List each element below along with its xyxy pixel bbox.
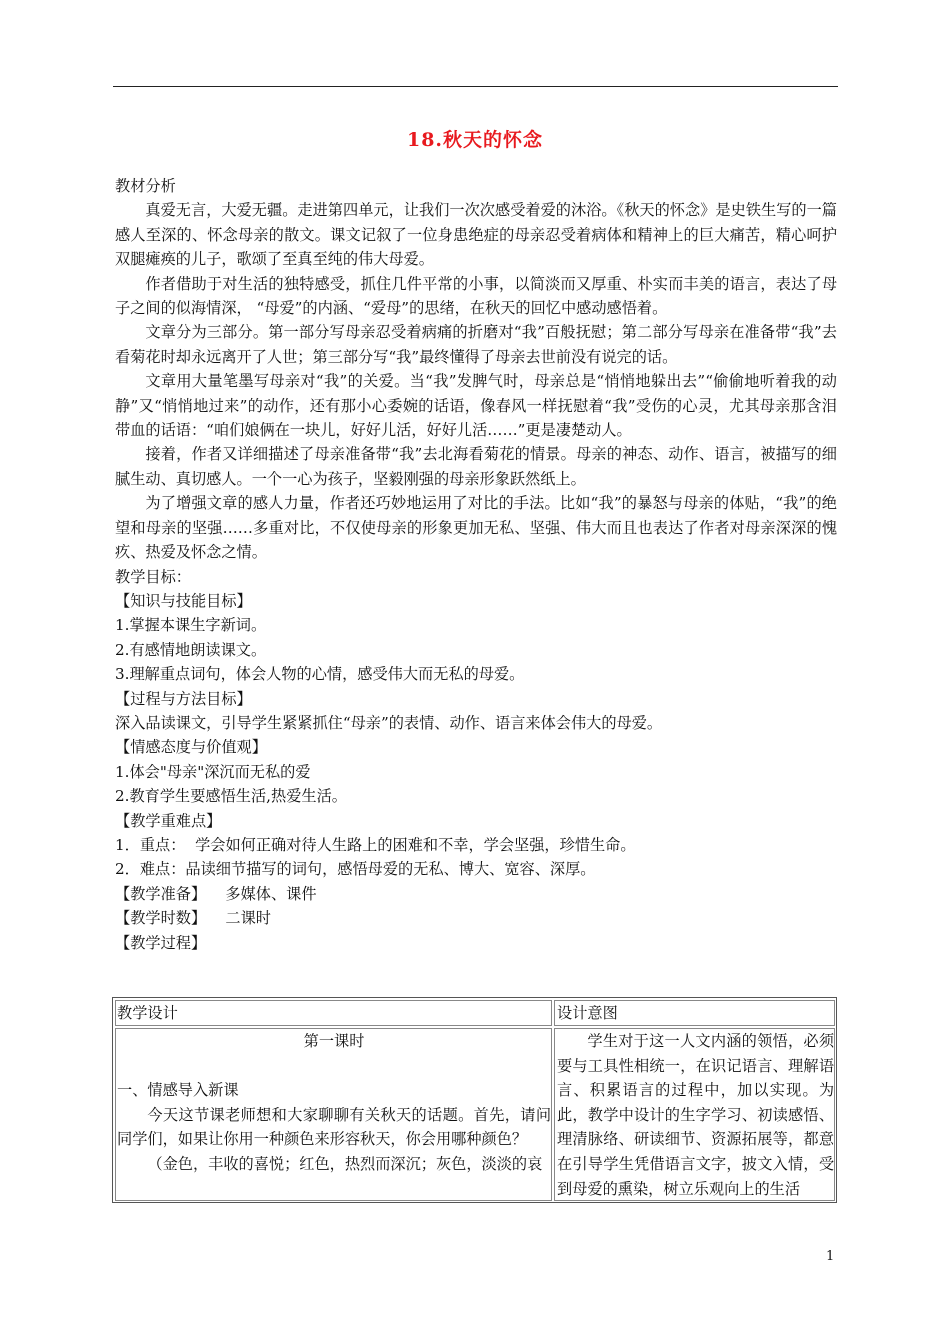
key-item: 2．难点：品读细节描写的词句，感悟母爱的无私、博大、宽容、深厚。	[115, 860, 596, 879]
emotion-header: 【情感态度与价值观】	[115, 738, 267, 757]
document-body	[115, 174, 837, 955]
prep-line: 【教学准备】 多媒体、课件	[115, 884, 317, 903]
lesson-label: 第一课时	[303, 1032, 365, 1050]
table-header-intent: 设计意图	[554, 1000, 835, 1026]
analysis-paragraph: 为了增强文章的感人力量，作者还巧妙地运用了对比的手法。比如“我”的暴怒与母亲的体贴，“我”的绝望和母亲的坚强……多重对比，不仅使母亲的形象更加无私、坚强、伟大而且也表达了作者对母亲深深的愧疚、热爱及怀念之情。	[115, 494, 837, 562]
emotion-item: 1.体会"母亲"深沉而无私的爱	[115, 762, 311, 781]
step-title: 一、情感导入新课	[117, 1081, 239, 1100]
knowledge-item: 3.理解重点词句，体会人物的心情，感受伟大而无私的母爱。	[115, 665, 525, 684]
analysis-paragraph: 接着，作者又详细描述了母亲准备带“我”去北海看菊花的情景。母亲的神态、动作、语言，被描写的细腻生动、真切感人。一个一心为孩子，坚毅刚强的母亲形象跃然纸上。	[115, 445, 837, 488]
knowledge-header: 【知识与技能目标】	[115, 591, 252, 610]
analysis-paragraph: 作者借助于对生活的独特感受，抓住几件平常的小事，以简淡而又厚重、朴实而丰美的语言，表达了母子之间的似海情深， “母爱”的内涵、“爱母”的思绪，在秋天的回忆中感动感悟着。	[115, 274, 837, 318]
key-item: 1．重点： 学会如何正确对待人生路上的困难和不幸，学会坚强，珍惜生命。	[115, 835, 636, 854]
page-number: 1	[826, 1249, 835, 1264]
knowledge-item: 1.掌握本课生字新词。	[115, 616, 267, 635]
procedure-header: 【教学过程】	[115, 933, 207, 952]
knowledge-item: 2.有感情地朗读课文。	[115, 640, 267, 659]
intent-text: 学生对于这一人文内涵的领悟，必须要与工具性相统一，在识记语言、理解语言、积累语言的过程中，加以实现。为此，教学中设计的生字学习、初读感悟、理清脉络、研读细节、资源拓展等，都意在引导学生凭借语言文字，披文入情，受到母爱的熏染，树立乐观向上的生活	[557, 1032, 834, 1198]
process-text: 深入品读课文，引导学生紧紧抓住“母亲”的表情、动作、语言来体会伟大的母爱。	[115, 713, 663, 732]
emotion-item: 2.教育学生要感悟生活,热爱生活。	[115, 787, 347, 806]
step-answer: （金色，丰收的喜悦；红色，热烈而深沉；灰色，淡淡的哀	[147, 1154, 543, 1173]
table-cell-design	[115, 1028, 552, 1201]
table-header-design: 教学设计	[115, 1000, 552, 1026]
analysis-paragraph: 真爱无言，大爱无疆。走进第四单元，让我们一次次感受着爱的沐浴。《秋天的怀念》是史铁生写的一篇感人至深的、怀念母亲的散文。课文记叙了一位身患绝症的母亲忍受着病体和精神上的巨大痛苦，精心呵护双腿瘫痪的儿子，歌颂了至真至纯的伟大母爱。	[115, 201, 837, 269]
process-header: 【过程与方法目标】	[115, 689, 252, 708]
lesson-table	[112, 997, 837, 1203]
header-rule	[113, 86, 838, 87]
objectives-label: 教学目标：	[115, 567, 191, 586]
table-cell-intent	[554, 1028, 835, 1201]
hours-line: 【教学时数】 二课时	[115, 909, 271, 928]
key-header: 【教学重难点】	[115, 811, 222, 830]
section-label: 教材分析	[115, 177, 176, 195]
analysis-paragraph: 文章分为三部分。第一部分写母亲忍受着病痛的折磨对“我”百般抚慰；第二部分写母亲在准备带“我”去看菊花时却永远离开了人世；第三部分写“我”最终懂得了母亲去世前没有说完的话。	[115, 323, 837, 366]
step-text: 今天这节课老师想和大家聊聊有关秋天的话题。首先，请问同学们，如果让你用一种颜色来形容秋天，你会用哪种颜色？	[117, 1105, 551, 1149]
analysis-paragraph: 文章用大量笔墨写母亲对“我”的关爱。当“我”发脾气时，母亲总是“悄悄地躲出去”“偷偷地听着我的动静”又“悄悄地过来”的动作，还有那小心委婉的话语，像春风一样抚慰着“我”受伤的心灵，尤其母亲那含泪带血的话语：“咱们娘俩在一块儿，好好儿活，好好儿活……”更是凄楚动人。	[115, 372, 837, 440]
page-title: 18.秋天的怀念	[406, 129, 544, 151]
